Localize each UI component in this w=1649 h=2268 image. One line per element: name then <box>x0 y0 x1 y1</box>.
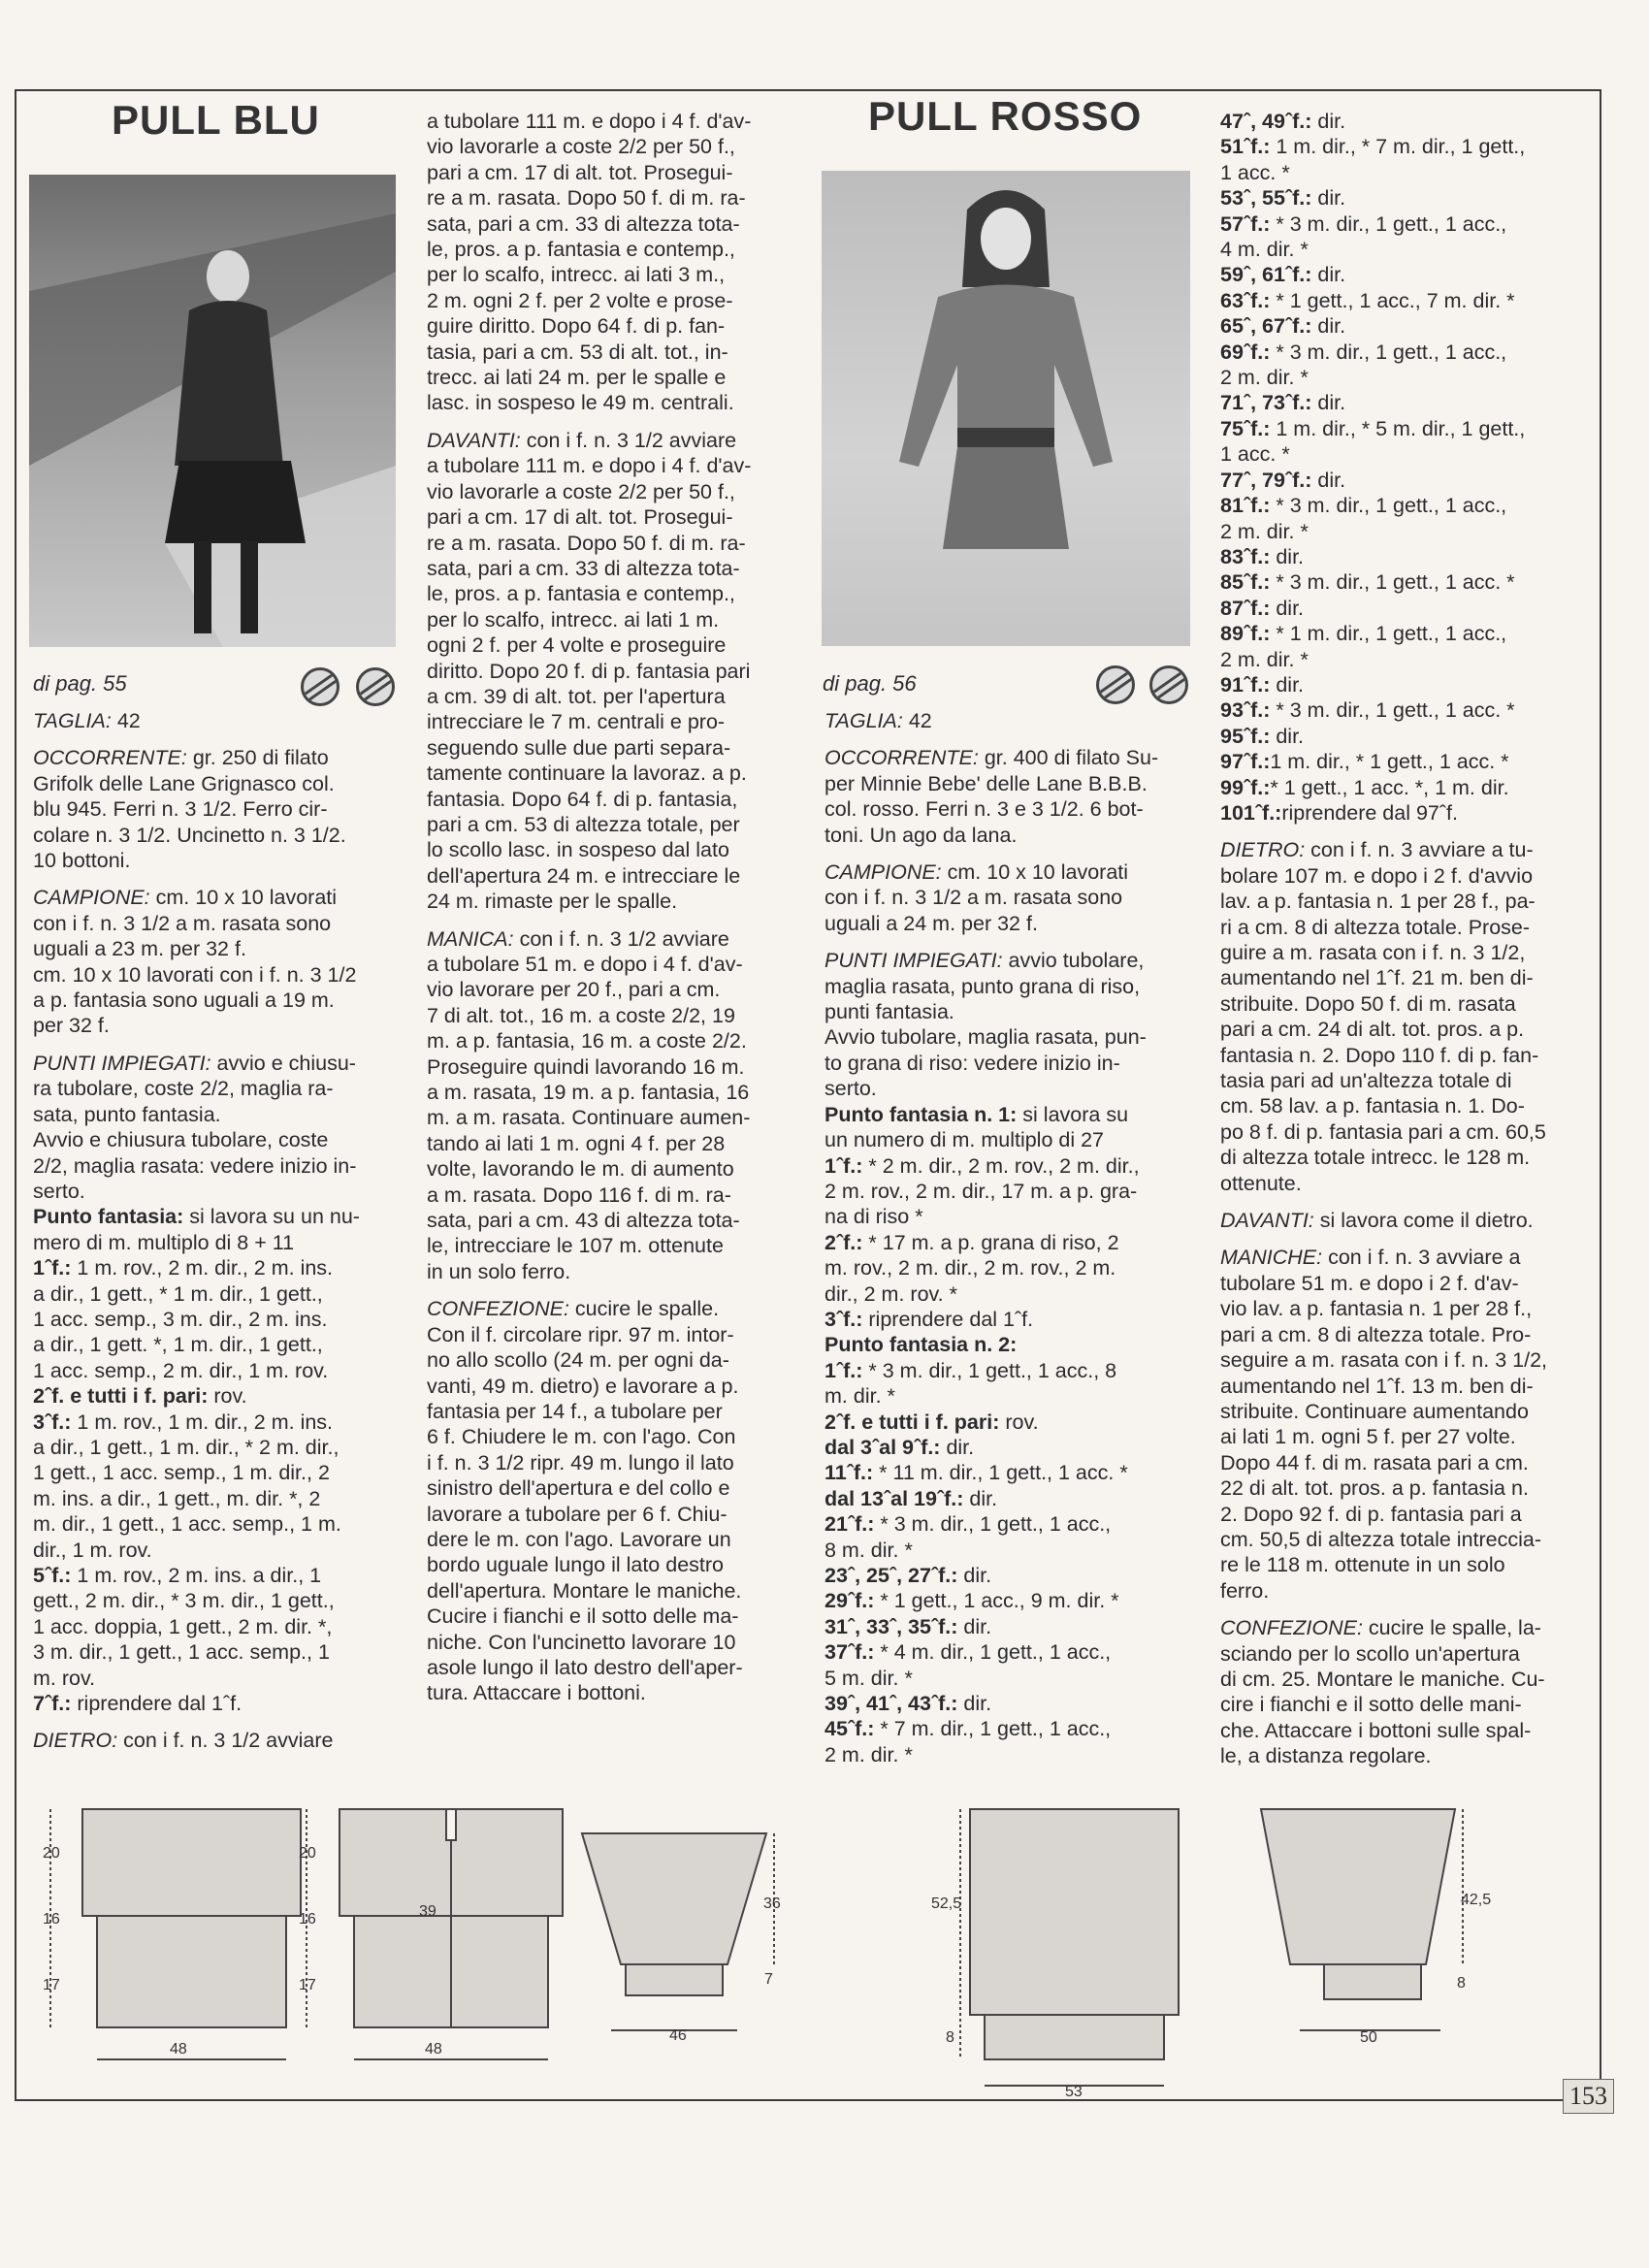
text-line: col. rosso. Ferri n. 3 e 3 1/2. 6 bot- <box>824 797 1144 822</box>
text-line: 75ˆf.: 1 m. dir., * 5 m. dir., 1 gett., <box>1220 416 1526 440</box>
diagram-body-rosso <box>931 1809 1179 2100</box>
text-line: vanti, 49 m. dietro) e lavorare a p. <box>427 1374 739 1398</box>
diagram-back-blu <box>43 1809 301 2059</box>
text-line: 53ˆ, 55ˆf.: dir. <box>1220 186 1346 211</box>
text-line: ra tubolare, coste 2/2, maglia ra- <box>33 1077 334 1101</box>
text-line: 1 acc. * <box>1220 160 1290 184</box>
text-line: a tubolare 51 m. e dopo i 4 f. d'av- <box>427 953 743 976</box>
dim-label: 7 <box>764 1971 773 1988</box>
text-line: cm. 10 x 10 lavorati con i f. n. 3 1/2 <box>33 962 357 987</box>
text-line: TAGLIA: 42 <box>824 709 932 732</box>
text-line: Punto fantasia: si lavora su un nu- <box>33 1205 360 1229</box>
text-line: cm. 58 lav. a p. fantasia n. 1. Do- <box>1220 1094 1525 1118</box>
text-line: bordo uguale lungo il lato destro <box>427 1553 724 1577</box>
text-line: TAGLIA: 42 <box>33 709 141 732</box>
dim-label: 39 <box>419 1903 436 1920</box>
text-line: DIETRO: con i f. n. 3 avviare a tu- <box>1220 838 1534 862</box>
text-line: 95ˆf.: dir. <box>1220 724 1305 748</box>
text-line: 4 m. dir. * <box>1220 238 1309 262</box>
text-line: tubolare 51 m. e dopo i 2 f. d'av- <box>1220 1271 1519 1295</box>
text-line: 2 m. dir. * <box>1220 519 1309 543</box>
text-line: 6 f. Chiudere le m. con l'ago. Con <box>427 1425 736 1449</box>
text-line: 2. Dopo 92 f. di p. fantasia pari a <box>1220 1502 1522 1526</box>
paragraph <box>427 428 795 915</box>
text-line: a m. rasata. Dopo 116 f. di m. ra- <box>427 1183 731 1207</box>
text-line: uguali a 23 m. per 32 f. <box>33 937 246 961</box>
text-line: fantasia. Dopo 64 f. di p. fantasia, <box>427 787 738 811</box>
text-line: PUNTI IMPIEGATI: avvio tubolare, <box>824 949 1145 973</box>
text-line: sinistro dell'apertura e del collo e <box>427 1476 730 1501</box>
text-line: MANICHE: con i f. n. 3 avviare a <box>1220 1246 1521 1270</box>
text-line: to grana di riso: vedere inizio in- <box>824 1051 1120 1075</box>
text-line: a tubolare 111 m. e dopo i 4 f. d'av- <box>427 454 752 478</box>
text-line: sata, pari a cm. 43 di altezza tota- <box>427 1209 740 1233</box>
text-line: no allo scollo (24 m. per ogni da- <box>427 1348 729 1373</box>
text-line: fantasia per 14 f., a tubolare per <box>427 1399 723 1423</box>
text-line: 97ˆf.:1 m. dir., * 1 gett., 1 acc. * <box>1220 750 1509 774</box>
text-line: aumentando nel 1ˆf. 13 m. ben di- <box>1220 1374 1534 1398</box>
text-line: seguire a m. rasata con i f. n. 3 1/2, <box>1220 1348 1548 1373</box>
text-line: ai lati 1 m. ogni 5 f. per 27 volte. <box>1220 1425 1516 1449</box>
paragraph <box>33 1728 402 1753</box>
text-line: con i f. n. 3 1/2 a m. rasata sono <box>824 886 1123 910</box>
dim-label: 17 <box>43 1977 60 1993</box>
text-line: 89ˆf.: * 1 m. dir., 1 gett., 1 acc., <box>1220 622 1507 646</box>
paragraph <box>824 948 1193 1767</box>
text-line: maglia rasata, punto grana di riso, <box>824 974 1141 998</box>
text-line: 1 acc. semp., 2 m. dir., 1 m. rov. <box>33 1358 329 1382</box>
text-line: 2 m. rov., 2 m. dir., 17 m. a p. gra- <box>824 1179 1138 1203</box>
text-line: ogni 2 f. per 4 volte e proseguire <box>427 633 727 658</box>
text-line: vio lavorarle a coste 2/2 per 50 f., <box>427 135 735 159</box>
text-line: 83ˆf.: dir. <box>1220 544 1305 568</box>
text-line: con i f. n. 3 1/2 a m. rasata sono <box>33 911 332 935</box>
text-line: DAVANTI: con i f. n. 3 1/2 avviare <box>427 428 737 452</box>
paragraph <box>1220 1245 1589 1604</box>
text-line: 11ˆf.: * 11 m. dir., 1 gett., 1 acc. * <box>824 1461 1128 1485</box>
text-line: mero di m. multiplo di 8 + 11 <box>33 1230 295 1254</box>
text-line: lavorare a tubolare per 6 f. Chiu- <box>427 1502 728 1526</box>
pull-blu-caption: di pag. 55 <box>33 671 127 696</box>
text-line: pari a cm. 24 di alt. tot. pros. a p. <box>1220 1018 1525 1042</box>
text-line: re a m. rasata. Dopo 50 f. di m. ra- <box>427 186 746 211</box>
text-line: serto. <box>33 1179 85 1203</box>
text-line: dal 3ˆal 9ˆf.: dir. <box>824 1435 975 1459</box>
text-line: 1ˆf.: 1 m. rov., 2 m. dir., 2 m. ins. <box>33 1256 334 1280</box>
page-number: 153 <box>1563 2079 1614 2114</box>
text-line: 39ˆ, 41ˆ, 43ˆf.: dir. <box>824 1692 992 1716</box>
paragraph <box>33 1051 402 1717</box>
text-line: per lo scalfo, intrecc. ai lati 1 m. <box>427 607 720 632</box>
diagram-sleeve-rosso <box>1261 1809 1491 2046</box>
text-line: CAMPIONE: cm. 10 x 10 lavorati <box>33 886 338 910</box>
text-line: niche. Con l'uncinetto lavorare 10 <box>427 1630 736 1654</box>
text-line: na di riso * <box>824 1205 923 1229</box>
text-line: a cm. 39 di alt. tot. per l'apertura <box>427 684 726 708</box>
paragraph <box>427 926 795 1285</box>
text-line: Punto fantasia n. 1: si lavora su <box>824 1102 1129 1126</box>
text-line: per 32 f. <box>33 1014 110 1038</box>
text-line: DAVANTI: si lavora come il dietro. <box>1220 1209 1534 1233</box>
text-line: 1 acc. doppia, 1 gett., 2 m. dir. *, <box>33 1614 333 1638</box>
text-line: 65ˆ, 67ˆf.: dir. <box>1220 314 1346 339</box>
text-line: per lo scalfo, intrecc. ai lati 3 m., <box>427 263 726 287</box>
text-line: 1 acc. * <box>1220 442 1290 467</box>
text-line: dell'apertura 24 m. e intrecciare le <box>427 863 741 888</box>
text-line: sata, pari a cm. 33 di altezza tota- <box>427 556 740 580</box>
text-line: m. dir., 1 gett., 1 acc. semp., 1 m. <box>33 1512 341 1537</box>
text-line: 3ˆf.: 1 m. rov., 1 m. dir., 2 m. ins. <box>33 1409 334 1434</box>
text-line: che. Attaccare i bottoni sulle spal- <box>1220 1718 1532 1742</box>
text-line: dere le m. con l'ago. Lavorare un <box>427 1527 731 1551</box>
text-line: serto. <box>824 1077 877 1101</box>
text-line: guire a m. rasata con i f. n. 3 1/2, <box>1220 941 1526 964</box>
text-line: trecc. ai lati 24 m. per le spalle e <box>427 366 727 390</box>
text-line: seguendo sulle due parti separa- <box>427 735 731 760</box>
paragraph <box>33 745 402 873</box>
text-line: 1ˆf.: * 2 m. dir., 2 m. rov., 2 m. dir., <box>824 1153 1140 1178</box>
text-line: le, intrecciare le 107 m. ottenute <box>427 1234 724 1258</box>
text-line: 1 gett., 1 acc. semp., 1 m. dir., 2 <box>33 1461 330 1485</box>
text-line: 81ˆf.: * 3 m. dir., 1 gett., 1 acc., <box>1220 494 1507 518</box>
text-line: dir., 2 m. rov. * <box>824 1281 957 1306</box>
text-line: sata, pari a cm. 33 di altezza tota- <box>427 211 740 236</box>
pull-rosso-photo <box>822 171 1190 646</box>
text-line: m. a p. fantasia, 16 m. a coste 2/2. <box>427 1029 747 1053</box>
text-line: stribuite. Continuare aumentando <box>1220 1399 1529 1423</box>
text-line: 29ˆf.: * 1 gett., 1 acc., 9 m. dir. * <box>824 1589 1119 1613</box>
text-line: 2 m. dir. * <box>1220 647 1309 671</box>
dim-label: 50 <box>1360 2029 1377 2046</box>
text-line: DIETRO: con i f. n. 3 1/2 avviare <box>33 1729 334 1753</box>
text-line: 87ˆf.: dir. <box>1220 596 1305 620</box>
text-line: 3 m. dir., 1 gett., 1 acc. semp., 1 <box>33 1640 330 1665</box>
text-line: cire i fianchi e il sotto delle mani- <box>1220 1693 1522 1717</box>
yarn-ball-icon <box>1149 665 1188 704</box>
text-line: 7 di alt. tot., 16 m. a coste 2/2, 19 <box>427 1003 735 1027</box>
text-line: sata, punto fantasia. <box>33 1102 221 1126</box>
text-line: a dir., 1 gett., 1 m. dir., * 2 m. dir., <box>33 1435 340 1459</box>
text-line: pari a cm. 53 di altezza totale, per <box>427 812 740 836</box>
text-line: 71ˆ, 73ˆf.: dir. <box>1220 391 1346 415</box>
text-line: po 8 f. di p. fantasia pari a cm. 60,5 <box>1220 1119 1546 1144</box>
text-line: a p. fantasia sono uguali a 19 m. <box>33 988 335 1013</box>
text-line: m. dir. * <box>824 1384 895 1409</box>
text-line: 63ˆf.: * 1 gett., 1 acc., 7 m. dir. * <box>1220 288 1515 312</box>
text-line: pari a cm. 8 di altezza totale. Pro- <box>1220 1322 1532 1346</box>
text-line: vio lav. a p. fantasia n. 1 per 28 f., <box>1220 1297 1533 1321</box>
text-line: vio lavorarle a coste 2/2 per 50 f., <box>427 479 735 503</box>
text-line: tasia, pari a cm. 53 di alt. tot., in- <box>427 340 728 364</box>
text-line: toni. Un ago da lana. <box>824 823 1018 847</box>
text-line: Avvio e chiusura tubolare, coste <box>33 1128 329 1152</box>
text-line: 85ˆf.: * 3 m. dir., 1 gett., 1 acc. * <box>1220 570 1515 595</box>
pull-blu-instructions-col2 <box>427 109 795 1718</box>
text-line: CAMPIONE: cm. 10 x 10 lavorati <box>824 860 1129 885</box>
dim-label: 53 <box>1065 2084 1083 2100</box>
paragraph <box>824 745 1193 848</box>
text-line: in un solo ferro. <box>427 1259 571 1283</box>
text-line: 7ˆf.: riprendere dal 1ˆf. <box>33 1692 242 1716</box>
paragraph <box>1220 109 1589 826</box>
text-line: asole lungo il lato destro dell'aper- <box>427 1655 743 1679</box>
text-line: a m. rasata, 19 m. a p. fantasia, 16 <box>427 1081 750 1105</box>
dim-label: 16 <box>299 1911 316 1928</box>
text-line: tamente continuare la lavoraz. a p. <box>427 761 747 786</box>
text-line: 59ˆ, 61ˆf.: dir. <box>1220 263 1346 287</box>
text-line: Cucire i fianchi e il sotto delle ma- <box>427 1604 739 1629</box>
text-line: 1 acc. semp., 3 m. dir., 2 m. ins. <box>33 1307 328 1331</box>
text-line: sciando per lo scollo un'apertura <box>1220 1641 1520 1666</box>
text-line: 24 m. rimaste per le spalle. <box>427 890 678 914</box>
text-line: le, pros. a p. fantasia e contemp., <box>427 582 735 606</box>
text-line: diritto. Dopo 20 f. di p. fantasia pari <box>427 659 751 683</box>
text-line: 5 m. dir. * <box>824 1666 913 1690</box>
yarn-ball-icon <box>301 667 340 706</box>
text-line: m. rov. <box>33 1666 96 1690</box>
text-line: colare n. 3 1/2. Uncinetto n. 3 1/2. <box>33 823 346 847</box>
paragraph <box>1220 1208 1589 1233</box>
text-line: 45ˆf.: * 7 m. dir., 1 gett., 1 acc., <box>824 1717 1112 1741</box>
pull-rosso-instructions-col3 <box>824 708 1193 1779</box>
text-line: lav. a p. fantasia n. 1 per 28 f., pa- <box>1220 890 1536 914</box>
text-line: guire diritto. Dopo 64 f. di p. fan- <box>427 314 726 339</box>
text-line: m. a m. rasata. Continuare aumen- <box>427 1106 751 1130</box>
diagram-front-blu <box>299 1809 563 2059</box>
text-line: 8 m. dir. * <box>824 1538 913 1562</box>
dim-label: 20 <box>299 1845 316 1862</box>
pull-rosso-instructions-col4 <box>1220 109 1589 1781</box>
text-line: re a m. rasata. Dopo 50 f. di m. ra- <box>427 531 746 555</box>
dim-label: 8 <box>946 2029 954 2046</box>
text-line: Dopo 44 f. di m. rasata pari a cm. <box>1220 1450 1529 1474</box>
text-line: a dir., 1 gett. *, 1 m. dir., 1 gett., <box>33 1333 323 1357</box>
text-line: Punto fantasia n. 2: <box>824 1333 1018 1357</box>
text-line: cm. 50,5 di altezza totale intreccia- <box>1220 1527 1542 1551</box>
text-line: 2ˆf. e tutti i f. pari: rov. <box>33 1384 247 1409</box>
text-line: re le 118 m. ottenute in un solo <box>1220 1553 1505 1577</box>
dim-label: 8 <box>1457 1975 1466 1992</box>
text-line: di cm. 25. Montare le maniche. Cu- <box>1220 1667 1545 1691</box>
text-line: uguali a 24 m. per 32 f. <box>824 911 1038 935</box>
dim-label: 48 <box>170 2041 187 2057</box>
text-line: OCCORRENTE: gr. 250 di filato <box>33 746 329 770</box>
text-line: 91ˆf.: dir. <box>1220 672 1305 697</box>
text-line: punti fantasia. <box>824 1000 954 1024</box>
text-line: 10 bottoni. <box>33 849 131 873</box>
dim-label: 20 <box>43 1845 60 1862</box>
yarn-ball-icon <box>356 667 395 706</box>
text-line: 2 m. dir. * <box>1220 366 1309 390</box>
text-line: 2 m. ogni 2 f. per 2 volte e prose- <box>427 288 733 312</box>
text-line: tura. Attaccare i bottoni. <box>427 1681 646 1705</box>
pull-rosso-title: PULL ROSSO <box>868 93 1143 139</box>
text-line: per Minnie Bebe' delle Lane B.B.B. <box>824 771 1148 795</box>
text-line: 3ˆf.: riprendere dal 1ˆf. <box>824 1307 1034 1331</box>
text-line: le, a distanza regolare. <box>1220 1744 1432 1768</box>
text-line: 22 di alt. tot. pros. a p. fantasia n. <box>1220 1476 1529 1501</box>
text-line: CONFEZIONE: cucire le spalle. <box>427 1297 720 1321</box>
dim-label: 17 <box>299 1977 316 1993</box>
text-line: 23ˆ, 25ˆ, 27ˆf.: dir. <box>824 1564 992 1587</box>
text-line: 31ˆ, 33ˆ, 35ˆf.: dir. <box>824 1614 992 1638</box>
text-line: 2ˆf. e tutti i f. pari: rov. <box>824 1409 1039 1434</box>
text-line: pari a cm. 17 di alt. tot. Prosegui- <box>427 505 733 530</box>
text-line: 37ˆf.: * 4 m. dir., 1 gett., 1 acc., <box>824 1640 1112 1665</box>
paragraph <box>1220 1615 1589 1768</box>
text-line: 5ˆf.: 1 m. rov., 2 m. ins. a dir., 1 <box>33 1564 322 1587</box>
text-line: 21ˆf.: * 3 m. dir., 1 gett., 1 acc., <box>824 1512 1112 1537</box>
text-line: Con il f. circolare ripr. 97 m. intor- <box>427 1322 734 1346</box>
text-line: stribuite. Dopo 50 f. di m. rasata <box>1220 991 1516 1016</box>
paragraph <box>824 859 1193 936</box>
diagram-sleeve-blu <box>582 1833 781 2044</box>
text-line: dir., 1 m. rov. <box>33 1538 152 1562</box>
text-line: Proseguire quindi lavorando 16 m. <box>427 1054 745 1079</box>
text-line: 2 m. dir. * <box>824 1742 913 1766</box>
text-line: 93ˆf.: * 3 m. dir., 1 gett., 1 acc. * <box>1220 698 1515 723</box>
text-line: gett., 2 m. dir., * 3 m. dir., 1 gett., <box>33 1589 335 1613</box>
text-line: a dir., 1 gett., * 1 m. dir., 1 gett., <box>33 1281 323 1306</box>
paragraph <box>33 885 402 1038</box>
text-line: bolare 107 m. e dopo i 2 f. d'avvio <box>1220 863 1534 888</box>
text-line: aumentando nel 1ˆf. 21 m. ben di- <box>1220 966 1534 990</box>
text-line: vio lavorare per 20 f., pari a cm. <box>427 978 721 1002</box>
text-line: 47ˆ, 49ˆf.: dir. <box>1220 110 1346 133</box>
text-line: PUNTI IMPIEGATI: avvio e chiusu- <box>33 1051 356 1075</box>
text-line: 101ˆf.:riprendere dal 97ˆf. <box>1220 800 1458 825</box>
text-line: fantasia n. 2. Dopo 110 f. di p. fan- <box>1220 1043 1539 1067</box>
dim-label: 36 <box>763 1895 781 1912</box>
dim-label: 42,5 <box>1461 1892 1492 1908</box>
text-line: dal 13ˆal 19ˆf.: dir. <box>824 1486 998 1510</box>
text-line: 51ˆf.: 1 m. dir., * 7 m. dir., 1 gett., <box>1220 135 1526 159</box>
paragraph <box>1220 837 1589 1196</box>
text-line: OCCORRENTE: gr. 400 di filato Su- <box>824 746 1159 770</box>
text-line: i f. n. 3 1/2 ripr. 49 m. lungo il lato <box>427 1450 734 1474</box>
text-line: 57ˆf.: * 3 m. dir., 1 gett., 1 acc., <box>1220 211 1507 236</box>
text-line: a tubolare 111 m. e dopo i 4 f. d'av- <box>427 110 752 133</box>
text-line: 1ˆf.: * 3 m. dir., 1 gett., 1 acc., 8 <box>824 1358 1117 1382</box>
text-line: MANICA: con i f. n. 3 1/2 avviare <box>427 926 729 951</box>
text-line: lasc. in sospeso le 49 m. centrali. <box>427 391 734 415</box>
dim-label: 16 <box>43 1911 60 1928</box>
text-line: blu 945. Ferri n. 3 1/2. Ferro cir- <box>33 797 328 822</box>
paragraph <box>33 708 402 733</box>
text-line: intrecciare le 7 m. centrali e pro- <box>427 710 726 734</box>
text-line: ferro. <box>1220 1578 1270 1603</box>
text-line: Avvio tubolare, maglia rasata, pun- <box>824 1025 1147 1050</box>
text-line: ottenute. <box>1220 1171 1302 1195</box>
text-line: le, pros. a p. fantasia e contemp., <box>427 238 735 262</box>
text-line: pari a cm. 17 di alt. tot. Prosegui- <box>427 160 733 184</box>
schematics <box>29 1799 1581 2110</box>
yarn-ball-icon <box>1096 665 1135 704</box>
dim-label: 52,5 <box>931 1895 962 1912</box>
pull-blu-title: PULL BLU <box>112 97 320 143</box>
pull-rosso-photo-illustration <box>822 171 1190 646</box>
text-line: di altezza totale intrecc. le 128 m. <box>1220 1146 1531 1170</box>
dim-label: 48 <box>425 2041 442 2057</box>
paragraph <box>427 109 795 416</box>
text-line: 2/2, maglia rasata: vedere inizio in- <box>33 1153 357 1178</box>
text-line: dell'apertura. Montare le maniche. <box>427 1578 742 1603</box>
text-line: 99ˆf.:* 1 gett., 1 acc. *, 1 m. dir. <box>1220 775 1509 799</box>
text-line: lo scollo lasc. in sospeso dal lato <box>427 838 729 862</box>
text-line: 77ˆ, 79ˆf.: dir. <box>1220 468 1346 492</box>
dim-label: 46 <box>669 2027 687 2044</box>
paragraph <box>427 1296 795 1706</box>
pull-blu-photo <box>29 175 396 647</box>
pull-blu-photo-illustration <box>29 175 396 647</box>
text-line: m. ins. a dir., 1 gett., m. dir. *, 2 <box>33 1486 321 1510</box>
text-line: volte, lavorando le m. di aumento <box>427 1157 734 1182</box>
text-line: tasia pari ad un'altezza totale di <box>1220 1069 1512 1093</box>
text-line: CONFEZIONE: cucire le spalle, la- <box>1220 1616 1541 1640</box>
pull-rosso-caption: di pag. 56 <box>823 671 917 696</box>
text-line: Grifolk delle Lane Grignasco col. <box>33 771 335 795</box>
pull-blu-instructions-col1 <box>33 708 402 1766</box>
paragraph <box>824 708 1193 733</box>
text-line: ri a cm. 8 di altezza totale. Prose- <box>1220 915 1531 939</box>
text-line: 69ˆf.: * 3 m. dir., 1 gett., 1 acc., <box>1220 340 1507 364</box>
text-line: 2ˆf.: * 17 m. a p. grana di riso, 2 <box>824 1230 1119 1254</box>
text-line: un numero di m. multiplo di 27 <box>824 1128 1105 1152</box>
text-line: m. rov., 2 m. dir., 2 m. rov., 2 m. <box>824 1256 1116 1280</box>
text-line: tando ai lati 1 m. ogni 4 f. per 28 <box>427 1131 726 1155</box>
